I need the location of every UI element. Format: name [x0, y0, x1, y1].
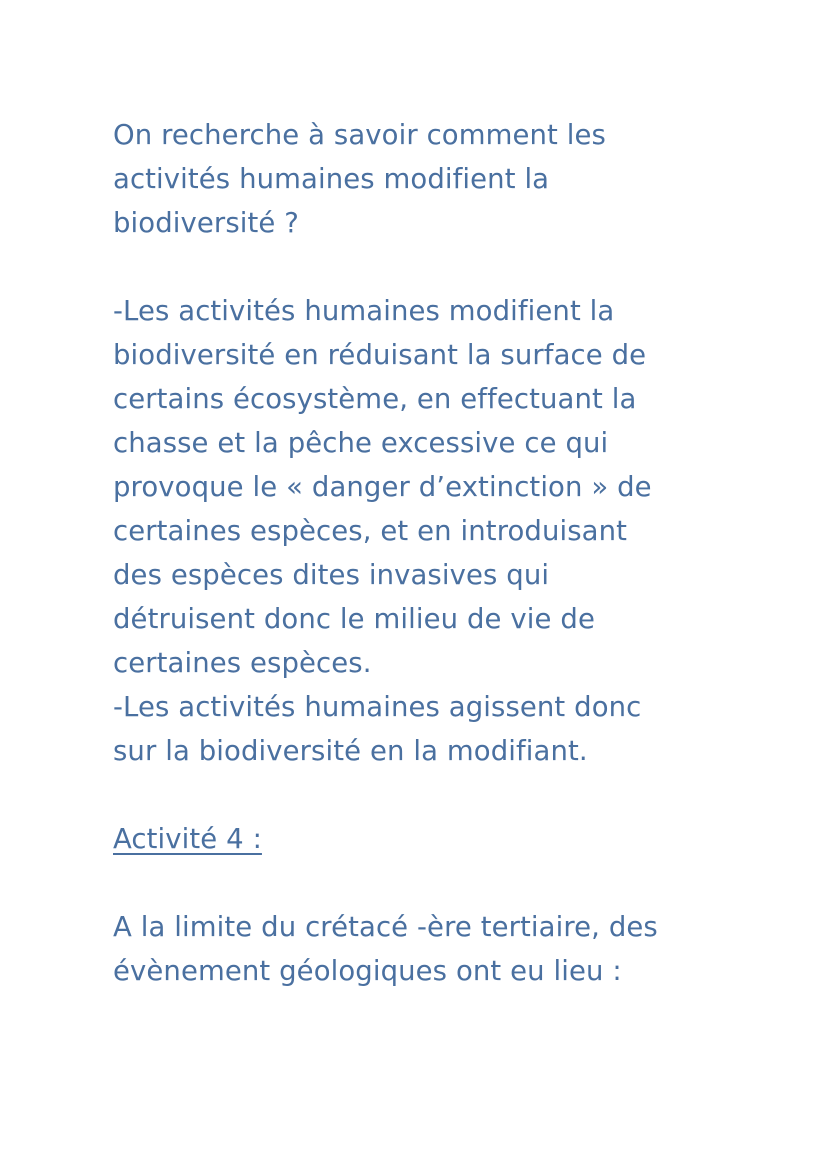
question-paragraph — [113, 113, 753, 245]
answer-line: -Les activités humaines modifient la — [113, 295, 615, 327]
document-page — [113, 113, 753, 993]
answer-line: -Les activités humaines agissent donc — [113, 691, 642, 723]
question-line: activités humaines modifient la — [113, 163, 550, 195]
intro-line: évènement géologiques ont eu lieu : — [113, 955, 622, 987]
intro-paragraph — [113, 905, 753, 993]
answer-line: chasse et la pêche excessive ce qui — [113, 427, 609, 459]
answer-line: provoque le « danger d’extinction » de — [113, 471, 652, 503]
paragraph-spacer — [113, 861, 753, 905]
intro-line: A la limite du crétacé -ère tertiaire, des — [113, 911, 658, 943]
paragraph-spacer — [113, 245, 753, 289]
question-line: On recherche à savoir comment les — [113, 119, 606, 151]
paragraph-spacer — [113, 773, 753, 817]
question-line: biodiversité ? — [113, 207, 299, 239]
answer-line: certaines espèces, et en introduisant — [113, 515, 628, 547]
answer-line: sur la biodiversité en la modifiant. — [113, 735, 588, 767]
answer-line: biodiversité en réduisant la surface de — [113, 339, 647, 371]
activity-heading: Activité 4 : — [113, 823, 262, 855]
answer-line: détruisent donc le milieu de vie de — [113, 603, 595, 635]
answer-paragraph — [113, 289, 753, 773]
activity-heading-block — [113, 817, 753, 861]
answer-line: certains écosystème, en effectuant la — [113, 383, 637, 415]
answer-line: certaines espèces. — [113, 647, 372, 679]
answer-line: des espèces dites invasives qui — [113, 559, 550, 591]
